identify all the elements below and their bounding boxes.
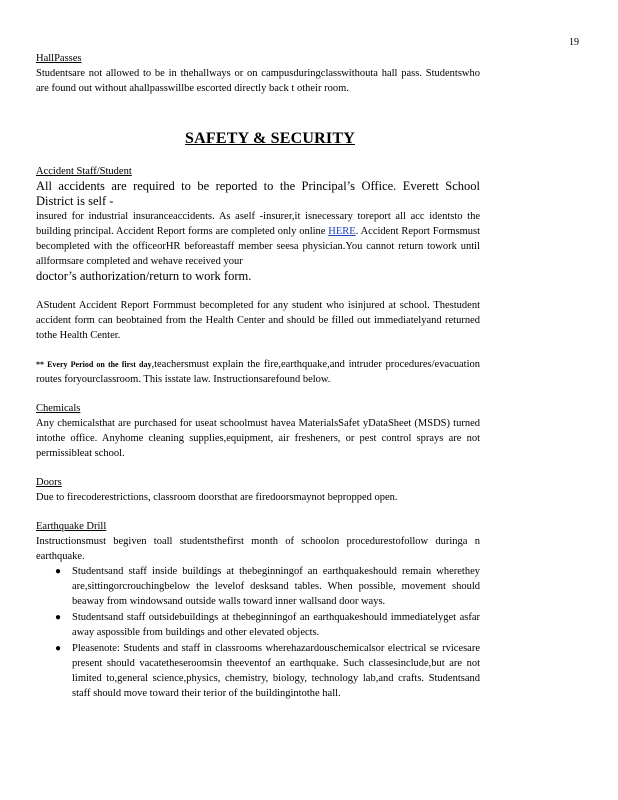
earthquake-intro: Instructionsmust begiven toall studentsthefirst month of schoolon procedurestofollow duringa n earthquake. [36, 536, 480, 562]
every-period-body: ,teachersmust explain the fire,earthquake,and intruder procedures/evacuation routes foryourclassroom. This isstate law. Instructionsarefound below. [36, 359, 481, 385]
earthquake-bullet-list [36, 564, 480, 701]
bullet-icon: ● [55, 612, 62, 623]
chemicals-text: Any chemicalsthat are purchased for useat schoolmust havea MaterialsSafet yDataSheet (MSDS) turned intothe office. Anyhome cleaning supplies,equipment, air fresheners, or pest control sprays are not permissibleat school. [36, 418, 480, 459]
every-period-lead: ** Every Period on the first day [36, 360, 152, 369]
accident-staff-heading: Accident Staff/Student [36, 166, 132, 177]
student-accident-section [36, 298, 480, 343]
accident-staff-body [36, 209, 480, 269]
page-title [0, 130, 540, 148]
hall-passes-heading: HallPasses [36, 53, 82, 64]
bullet-text: Studentsand staff outsidebuildings at thebeginningof an earthquakeshould immediatelyget asfar away aspossible from buildings and other elevated objects. [72, 612, 480, 638]
every-period-text [36, 357, 480, 387]
earthquake-section [36, 519, 480, 701]
hall-passes-text: Studentsare not allowed to be in thehallways or on campusduringclasswithouta hall pass. Studentswho are found out without ahallpasswillbe escorted directly back t otheir room. [36, 68, 480, 94]
chemicals-heading: Chemicals [36, 403, 81, 414]
page-number: 19 [569, 37, 579, 48]
bullet-icon: ● [55, 643, 62, 654]
doors-section [36, 475, 480, 505]
doors-heading: Doors [36, 477, 62, 488]
chemicals-section [36, 401, 480, 461]
list-item [55, 610, 480, 640]
list-item [55, 641, 480, 701]
bullet-text: Studentsand staff inside buildings at thebeginningof an earthquakeshould remain wherethey are,sittingorcrouchingbelow the levelof desksand tables. When possible, movement should beaway from windowsand outside walls toward inner wallsand door ways. [72, 566, 480, 607]
student-accident-text: AStudent Accident Report Formmust becompleted for any student who isinjured at school. Thestudent accident form can beobtained from the Health Center and should be filled out immediatelyand returned tothe Health Center. [36, 300, 480, 341]
accident-staff-section [36, 164, 480, 284]
here-link[interactable]: HERE [328, 226, 356, 237]
list-item [55, 564, 480, 609]
hall-passes-section [36, 51, 480, 96]
accident-staff-text-before-link: insured for industrial insuranceaccidents. As aself -insurer,it isnecessary toreport all acc identsto the building principal. Accident Report forms are completed only online [36, 211, 480, 237]
page-title-text: SAFETY & SECURITY [185, 130, 355, 147]
every-period-section [36, 357, 480, 387]
doors-text: Due to firecoderestrictions, classroom doorsthat are firedoorsmaynot bepropped open. [36, 492, 398, 503]
main-content [36, 164, 480, 715]
bullet-text: Pleasenote: Students and staff in classrooms wherehazardouschemicalsor electrical se rvicesare present should vacatetheseroomsin theeventof an earthquake. Such classesinclude,but are not limited to,general science,physics, chemistry, biology, technology lab,and crafts. Studentsand staff should move toward their terior of the buildingintothe hall. [72, 643, 480, 699]
accident-staff-sentence-end: doctor’s authorization/return to work form. [36, 269, 252, 283]
earthquake-heading: Earthquake Drill [36, 521, 107, 532]
accident-staff-sentence: All accidents are required to be reported to the Principal’s Office. Everett School District is self - [36, 179, 480, 208]
bullet-icon: ● [55, 566, 62, 577]
accident-staff-text-after-link: . Accident Report Formsmust becompleted with the officeorHR beforeastaff member seesa physician.You cannot return towork until allformsare completed and wehave received your [36, 226, 480, 267]
